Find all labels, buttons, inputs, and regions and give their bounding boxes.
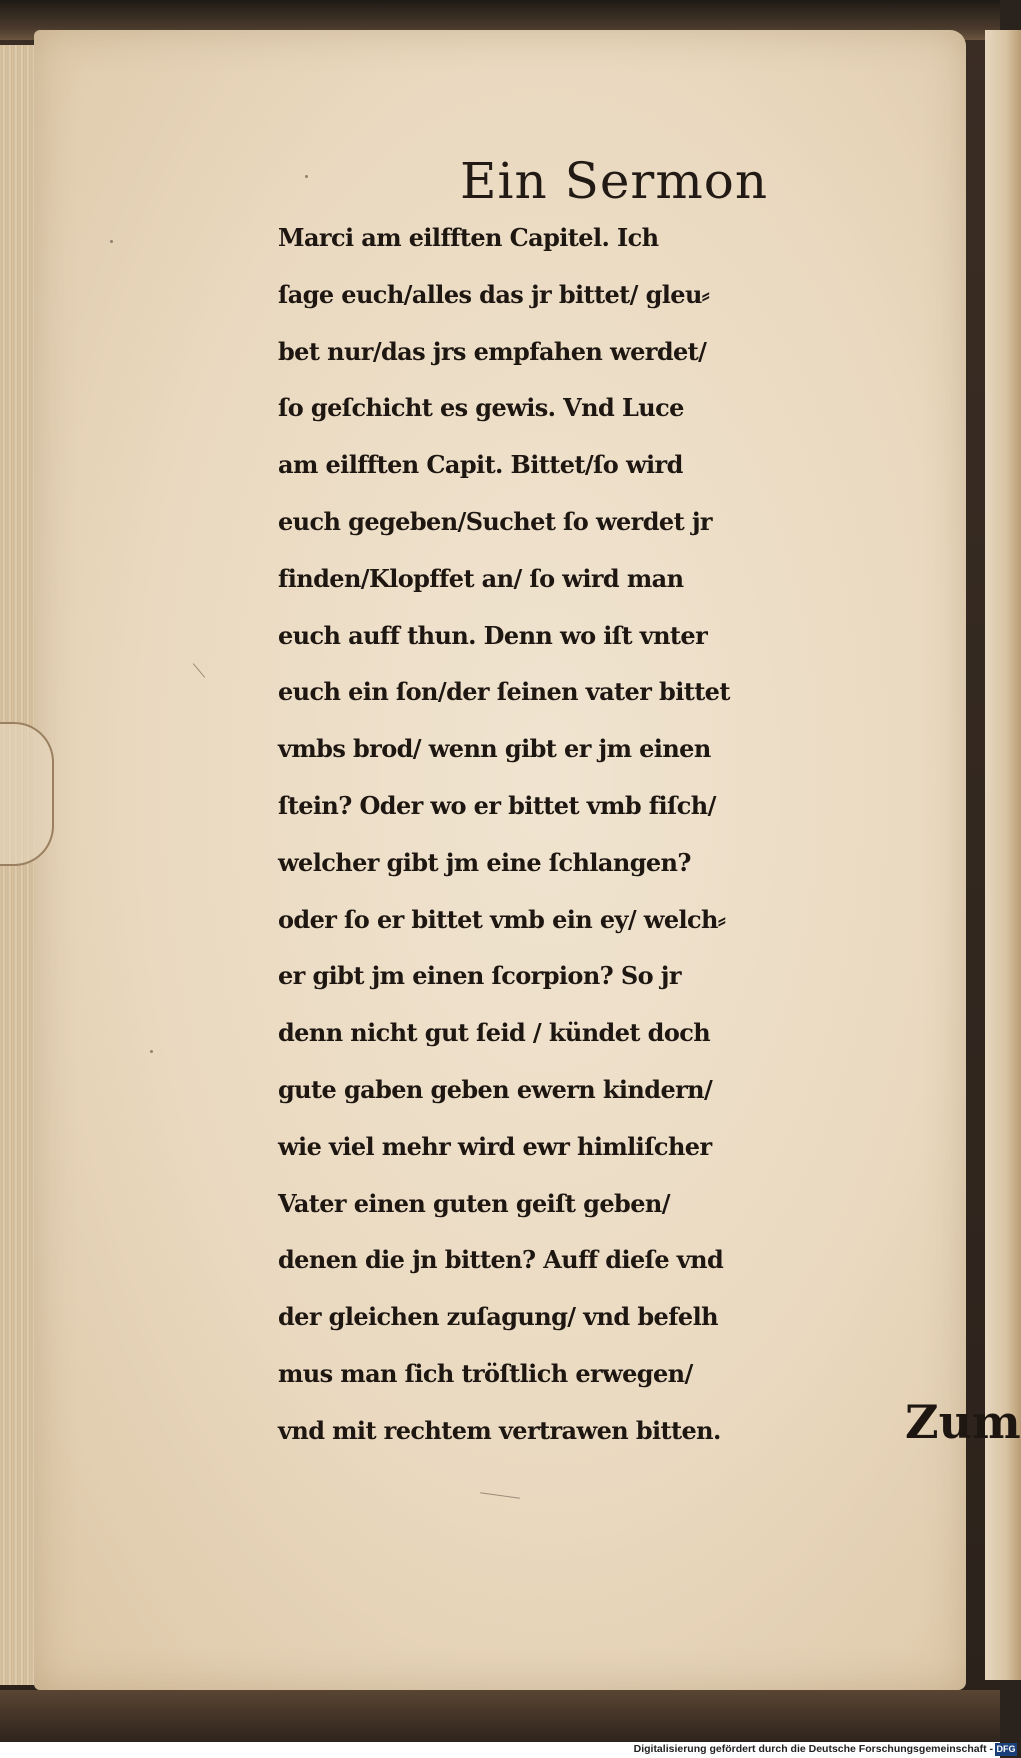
text-line: Marci am eilfften Capitel. Ich [278, 223, 659, 252]
text-line: euch ein ſon/der ſeinen vater bittet [278, 677, 730, 707]
text-line: bet nur/das jrs empfahen werdet/ [278, 336, 707, 366]
text-line: welcher gibt jm eine ſchlangen? [278, 847, 691, 877]
catchword: Zum [905, 1395, 1021, 1449]
text-line: mus man ſich tröſtlich erwegen/ [278, 1358, 693, 1388]
text-line: Vater einen guten geiſt geben/ [278, 1188, 670, 1218]
text-line: der gleichen zuſagung/ vnd befelh [278, 1302, 718, 1332]
running-head: Ein Sermon [460, 152, 769, 210]
paper-speck [305, 175, 308, 178]
paper-speck [150, 1050, 153, 1053]
text-line: ſage euch/alles das jr bittet/ gleu⸗ [278, 279, 710, 309]
clasp-tab [0, 722, 54, 866]
text-line: denen die jn bitten? Auff dieſe vnd [278, 1245, 724, 1275]
dfg-logo: DFG [996, 1744, 1016, 1754]
text-line: am eilfften Capit. Bittet/ſo wird [278, 450, 683, 480]
text-line: wie viel mehr wird ewr himliſcher [278, 1131, 712, 1161]
text-line: ſtein? Oder wo er bittet vmb fiſch/ [278, 790, 716, 820]
paper-speck [110, 240, 113, 243]
body-text [278, 210, 988, 1460]
text-line: euch auff thun. Denn wo iſt vnter [278, 620, 708, 650]
text-line: euch gegeben/Suchet ſo werdet jr [278, 506, 712, 536]
text-line: finden/Klopffet an/ ſo wird man [278, 563, 684, 593]
book-cover-bottom [0, 1690, 1000, 1742]
text-line: gute gaben geben ewern kindern/ [278, 1074, 713, 1104]
text-line: er gibt jm einen ſcorpion? So jr [278, 961, 681, 991]
text-line: ſo geſchicht es gewis. Vnd Luce [278, 393, 684, 423]
text-line: denn nicht gut ſeid / kündet doch [278, 1018, 711, 1048]
text-line: vmbs brod/ wenn gibt er jm einen [278, 734, 711, 764]
digitization-credit: Digitalisierung gefördert durch die Deutsche Forschungsgemeinschaft - [633, 1743, 993, 1755]
text-line: oder ſo er bittet vmb ein ey/ welch⸗ [278, 904, 726, 934]
text-line: vnd mit rechtem vertrawen bitten. [278, 1415, 721, 1445]
